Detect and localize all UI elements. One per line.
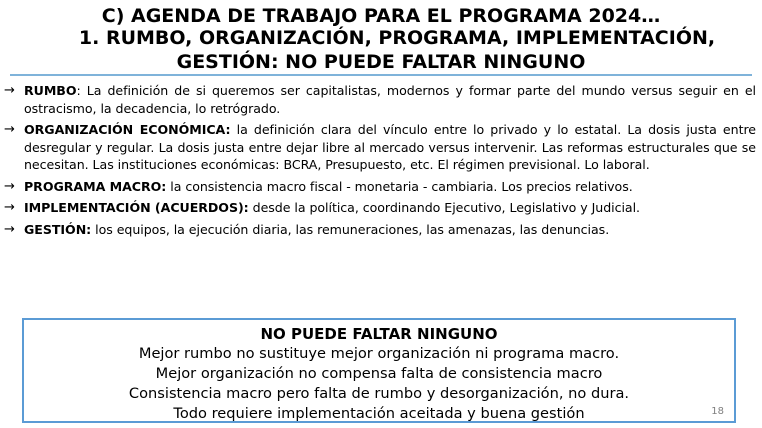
bullet-body: desde la política, coordinando Ejecutivo, Legislativo y Judicial.	[248, 200, 641, 215]
bullet-item-implementacion	[4, 199, 756, 217]
bullet-body: los equipos, la ejecución diaria, las remuneraciones, las amenazas, las denuncias.	[91, 221, 610, 237]
bullet-body: : La definición de si queremos ser capitalistas, modernos y formar parte del mundo versus seguir en el ostracismo, la decadencia, lo retrógrado.	[24, 83, 756, 116]
bullet-list	[4, 82, 756, 242]
arrow-right-icon: →	[4, 122, 15, 137]
bullet-label: ORGANIZACIÓN ECONÓMICA:	[24, 122, 231, 137]
arrow-right-icon: →	[4, 178, 15, 194]
bullet-label: GESTIÓN:	[24, 221, 92, 237]
summary-line: Todo requiere implementación aceitada y buena gestión	[173, 405, 585, 422]
bullet-text	[24, 82, 756, 117]
bullet-item-rumbo	[4, 82, 756, 117]
bullet-item-programa-macro	[4, 178, 756, 196]
bullet-label: IMPLEMENTACIÓN (ACUERDOS):	[24, 200, 249, 215]
slide-subtitle-line-1: 1. RUMBO, ORGANIZACIÓN, PROGRAMA, IMPLEMENTACIÓN,	[78, 27, 716, 49]
slide-title: C) AGENDA DE TRABAJO PARA EL PROGRAMA 2024…	[101, 5, 661, 27]
bullet-body: la definición clara del vínculo entre lo privado y lo estatal. La dosis justa entre desregular y regular. La dosis justa entre dejar libre al mercado versus intervenir. Las reformas estructurales que se necesitan. Las instituciones económicas: BCRA, Presupuesto, etc. El régimen previsional. Lo laboral.	[24, 122, 757, 172]
bullet-text	[24, 121, 756, 174]
bullet-text	[24, 221, 756, 239]
bullet-label: PROGRAMA MACRO:	[24, 178, 167, 194]
summary-line: Mejor organización no compensa falta de consistencia macro	[155, 365, 603, 382]
summary-line: Mejor rumbo no sustituye mejor organización ni programa macro.	[138, 345, 620, 362]
bullet-label: RUMBO	[24, 83, 77, 98]
bullet-item-organizacion	[4, 121, 756, 174]
slide-subtitle-line-2: GESTIÓN: NO PUEDE FALTAR NINGUNO	[176, 51, 586, 73]
summary-box	[22, 318, 736, 423]
bullet-item-gestion	[4, 221, 756, 239]
header-divider	[10, 74, 752, 76]
bullet-text	[24, 199, 756, 217]
arrow-right-icon: →	[4, 200, 15, 215]
bullet-body: la consistencia macro fiscal - monetaria - cambiaria. Los precios relativos.	[166, 178, 633, 194]
arrow-right-icon: →	[4, 221, 15, 237]
summary-box-title: NO PUEDE FALTAR NINGUNO	[260, 325, 498, 343]
summary-line: Consistencia macro pero falta de rumbo y desorganización, no dura.	[128, 385, 630, 402]
page-number: 18	[711, 406, 724, 417]
bullet-text	[24, 178, 756, 196]
arrow-right-icon: →	[4, 83, 15, 98]
